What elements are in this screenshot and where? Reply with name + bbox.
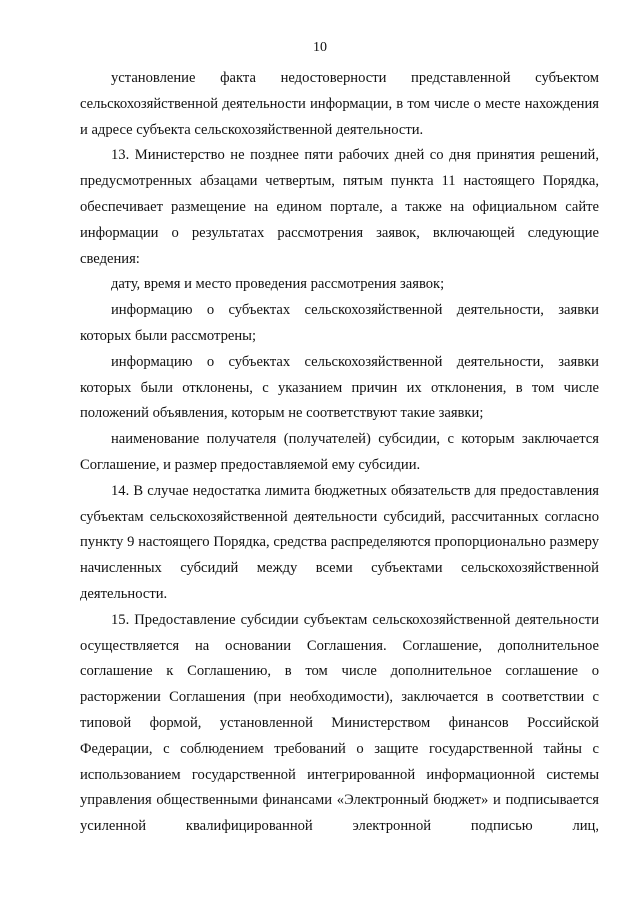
- paragraph-rejected-applicants: информацию о субъектах сельскохозяйственной деятельности, заявки которых были отклонены, с указанием причин их отклонения, в том числе положений объявления, которым не соответствуют такие заявки;: [80, 353, 599, 422]
- paragraph-item-15: 15. Предоставление субсидии субъектам сельскохозяйственной деятельности осуществляется на основании Соглашения. Соглашение, дополнительное соглашение к Соглашению, в том числе дополнительное соглашение о расторжении Соглашения (при необходимости), заключается в соответствии с типовой формой, установленной Министерством финансов Российской Федерации, с соблюдением требований о защите государственной тайны с использованием государственной интегрированной информационной системы управления общественными финансами «Электронный бюджет» и подписывается усиленной квалифицированной электронной подписью лиц,: [80, 611, 599, 835]
- paragraph-item-13: 13. Министерство не позднее пяти рабочих дней со дня принятия решений, предусмотренных абзацами четвертым, пятым пункта 11 настоящего Порядка, обеспечивает размещение на едином портале, а также на официальном сайте информации о результатах рассмотрения заявок, включающей следующие сведения:: [80, 147, 599, 267]
- paragraph-reviewed-applicants: информацию о субъектах сельскохозяйственной деятельности, заявки которых были рассмотрены;: [80, 302, 599, 344]
- paragraph-item-14: 14. В случае недостатка лимита бюджетных обязательств для предоставления субъектам сельскохозяйственной деятельности субсидий, рассчитанных согласно пункту 9 настоящего Порядка, средства распределяются пропорционально размеру начисленных субсидий между всеми субъектами сельскохозяйственной деятельности.: [80, 482, 599, 602]
- paragraph-data-unreliability: установление факта недостоверности представленной субъектом сельскохозяйственной деятельности информации, в том числе о месте нахождения и адресе субъекта сельскохозяйственной деятельности.: [80, 70, 599, 138]
- page-number: 10: [313, 40, 327, 55]
- paragraph-review-date: дату, время и место проведения рассмотрения заявок;: [111, 276, 445, 293]
- document-body: [80, 66, 599, 840]
- paragraph-recipient-name: наименование получателя (получателей) субсидии, с которым заключается Соглашение, и размер предоставляемой ему субсидии.: [80, 431, 599, 473]
